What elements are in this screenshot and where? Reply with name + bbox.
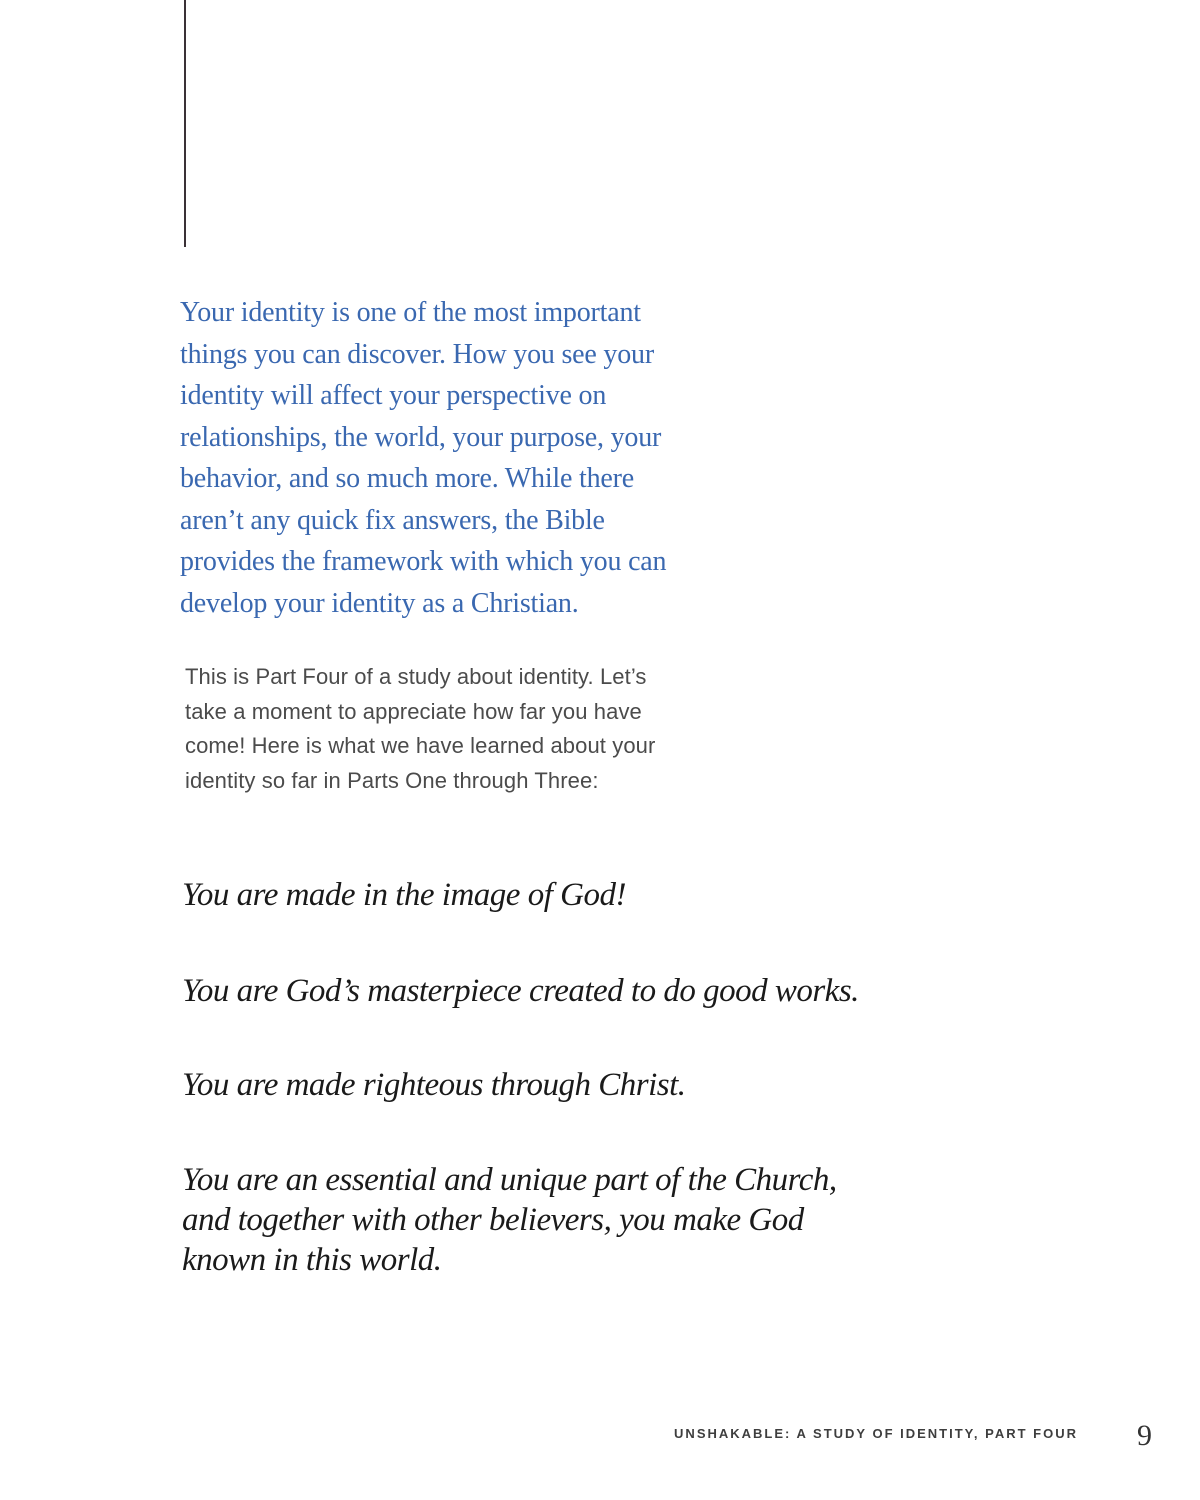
intro-line: things you can discover. How you see your [180,338,654,370]
statement-line: You are an essential and unique part of the Church, [182,1162,837,1198]
statement-line: and together with other believers, you make God [182,1202,804,1238]
intro-line: identity will affect your perspective on [180,380,607,411]
statement-line: You are God’s masterpiece created to do good works. [182,973,859,1009]
intro-line: relationships, the world, your purpose, your [180,421,662,453]
intro-line: Your identity is one of the most important [180,297,641,328]
statement-image-of-god [182,875,626,915]
statement-masterpiece [182,971,859,1011]
intro-line: behavior, and so much more. While there [180,463,634,494]
footer-running-title: UNSHAKABLE: A STUDY OF IDENTITY, PART FOUR [674,1426,1078,1441]
vertical-rule [184,0,186,247]
intro-paragraph [180,292,666,624]
intro-line: aren’t any quick fix answers, the Bible [180,504,605,536]
page-number: 9 [1137,1419,1152,1452]
statement-line: You are made righteous through Christ. [182,1067,686,1103]
statement-church [182,1160,837,1280]
description-line: take a moment to appreciate how far you have [185,698,642,724]
statement-line: You are made in the image of God! [182,877,626,913]
description-line: come! Here is what we have learned about your [185,733,656,758]
statement-line: known in this world. [182,1242,442,1278]
statement-righteous [182,1065,686,1105]
description-line: This is Part Four of a study about identity. Let’s [185,664,647,689]
description-paragraph [185,660,655,798]
intro-line: provides the framework with which you can [180,546,667,577]
intro-line: develop your identity as a Christian. [180,587,579,619]
description-line: identity so far in Parts One through Three: [185,767,599,793]
